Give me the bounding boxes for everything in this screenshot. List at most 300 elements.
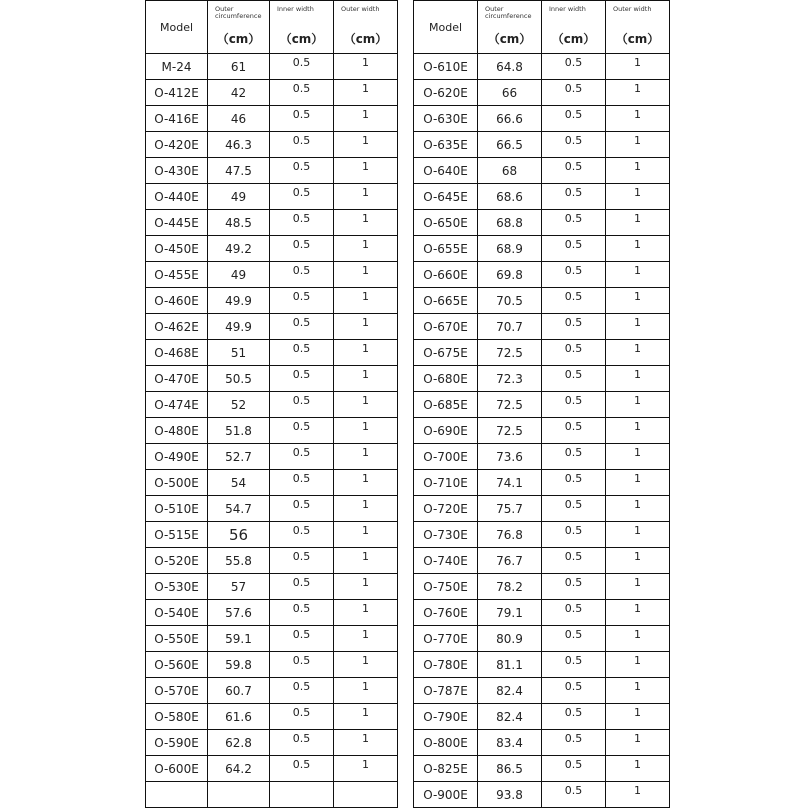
- right-table-body: [414, 54, 670, 808]
- outer-circumference-cell: 69.8: [478, 262, 542, 288]
- table-row: [414, 496, 670, 522]
- inner-width-cell: 0.5: [542, 652, 606, 678]
- inner-width-cell: 0.5: [542, 80, 606, 106]
- outer-width-cell: 1: [606, 418, 670, 444]
- table-row: [146, 756, 398, 782]
- model-cell: O-500E: [146, 470, 208, 496]
- outer-width-cell: 1: [606, 626, 670, 652]
- inner-width-cell: 0.5: [542, 262, 606, 288]
- header-unit: （cm）: [279, 32, 324, 46]
- outer-circumference-cell: 66.6: [478, 106, 542, 132]
- outer-width-cell: 1: [334, 262, 398, 288]
- table-row: [414, 730, 670, 756]
- left-table-body: [146, 54, 398, 808]
- model-cell: O-740E: [414, 548, 478, 574]
- inner-width-cell: 0.5: [270, 652, 334, 678]
- header-inner-width-label: Inner width: [549, 5, 586, 13]
- outer-width-cell: 1: [334, 158, 398, 184]
- inner-width-cell: 0.5: [542, 444, 606, 470]
- model-cell: O-430E: [146, 158, 208, 184]
- outer-width-cell: 1: [334, 288, 398, 314]
- outer-circumference-cell: 62.8: [208, 730, 270, 756]
- table-row: [414, 132, 670, 158]
- header-outer-width-label: Outer width: [613, 5, 652, 13]
- table-row: [414, 704, 670, 730]
- outer-width-cell: 1: [334, 184, 398, 210]
- outer-circumference-cell: 68.6: [478, 184, 542, 210]
- table-row: [414, 340, 670, 366]
- outer-circumference-cell: 49: [208, 262, 270, 288]
- model-cell: O-720E: [414, 496, 478, 522]
- outer-width-cell: 1: [606, 782, 670, 808]
- model-cell: O-760E: [414, 600, 478, 626]
- outer-width-cell: 1: [606, 262, 670, 288]
- outer-width-cell: 1: [334, 132, 398, 158]
- outer-circumference-cell: 46: [208, 106, 270, 132]
- model-cell: O-455E: [146, 262, 208, 288]
- table-row: [146, 392, 398, 418]
- table-row: [414, 288, 670, 314]
- inner-width-cell: 0.5: [270, 522, 334, 548]
- header-inner-width: [270, 1, 334, 54]
- inner-width-cell: 0.5: [542, 210, 606, 236]
- header-inner-width-label: Inner width: [277, 5, 314, 13]
- model-cell: [146, 782, 208, 808]
- outer-circumference-cell: 76.7: [478, 548, 542, 574]
- model-cell: O-700E: [414, 444, 478, 470]
- inner-width-cell: 0.5: [542, 366, 606, 392]
- outer-width-cell: 1: [606, 470, 670, 496]
- header-outer-circumference: [208, 1, 270, 54]
- table-row: [146, 626, 398, 652]
- inner-width-cell: 0.5: [542, 314, 606, 340]
- model-cell: O-685E: [414, 392, 478, 418]
- outer-width-cell: 1: [606, 704, 670, 730]
- outer-width-cell: 1: [606, 80, 670, 106]
- inner-width-cell: 0.5: [542, 548, 606, 574]
- outer-circumference-cell: 49.2: [208, 236, 270, 262]
- outer-circumference-cell: 50.5: [208, 366, 270, 392]
- outer-width-cell: 1: [334, 340, 398, 366]
- table-row: [146, 314, 398, 340]
- outer-circumference-cell: 66.5: [478, 132, 542, 158]
- inner-width-cell: 0.5: [270, 496, 334, 522]
- model-cell: O-440E: [146, 184, 208, 210]
- header-outer-width: [606, 1, 670, 54]
- table-row: [414, 418, 670, 444]
- inner-width-cell: 0.5: [542, 470, 606, 496]
- model-cell: O-530E: [146, 574, 208, 600]
- outer-circumference-cell: 54: [208, 470, 270, 496]
- inner-width-cell: 0.5: [270, 340, 334, 366]
- table-row: [146, 262, 398, 288]
- inner-width-cell: 0.5: [270, 158, 334, 184]
- model-cell: O-780E: [414, 652, 478, 678]
- table-row: [414, 106, 670, 132]
- table-row: [414, 678, 670, 704]
- outer-width-cell: 1: [334, 704, 398, 730]
- outer-width-cell: 1: [606, 730, 670, 756]
- outer-circumference-cell: 86.5: [478, 756, 542, 782]
- model-cell: O-420E: [146, 132, 208, 158]
- outer-circumference-cell: 49.9: [208, 288, 270, 314]
- outer-circumference-cell: 54.7: [208, 496, 270, 522]
- table-row: [146, 470, 398, 496]
- model-cell: O-470E: [146, 366, 208, 392]
- outer-width-cell: 1: [606, 600, 670, 626]
- table-row: [146, 54, 398, 80]
- table-row: [414, 236, 670, 262]
- model-cell: O-710E: [414, 470, 478, 496]
- outer-circumference-cell: 57.6: [208, 600, 270, 626]
- table-row: [146, 444, 398, 470]
- inner-width-cell: 0.5: [542, 704, 606, 730]
- outer-width-cell: 1: [334, 418, 398, 444]
- outer-width-cell: 1: [334, 730, 398, 756]
- table-row: [146, 704, 398, 730]
- header-row: [414, 1, 670, 54]
- table-row: [146, 496, 398, 522]
- outer-width-cell: 1: [334, 652, 398, 678]
- outer-circumference-cell: 60.7: [208, 678, 270, 704]
- inner-width-cell: 0.5: [542, 132, 606, 158]
- inner-width-cell: 0.5: [270, 756, 334, 782]
- table-row: [414, 314, 670, 340]
- model-cell: O-630E: [414, 106, 478, 132]
- table-row: [414, 782, 670, 808]
- model-cell: O-412E: [146, 80, 208, 106]
- model-cell: O-490E: [146, 444, 208, 470]
- inner-width-cell: 0.5: [542, 288, 606, 314]
- table-row: [414, 470, 670, 496]
- inner-width-cell: 0.5: [270, 730, 334, 756]
- model-cell: O-515E: [146, 522, 208, 548]
- model-cell: O-635E: [414, 132, 478, 158]
- outer-width-cell: [334, 782, 398, 808]
- outer-width-cell: 1: [334, 392, 398, 418]
- outer-width-cell: 1: [606, 548, 670, 574]
- outer-width-cell: 1: [606, 366, 670, 392]
- outer-circumference-cell: 49: [208, 184, 270, 210]
- table-row: [146, 678, 398, 704]
- model-cell: O-445E: [146, 210, 208, 236]
- outer-circumference-cell: 61.6: [208, 704, 270, 730]
- header-model: Model: [414, 1, 478, 54]
- model-cell: O-550E: [146, 626, 208, 652]
- inner-width-cell: 0.5: [542, 756, 606, 782]
- model-cell: O-640E: [414, 158, 478, 184]
- table-row: [414, 158, 670, 184]
- outer-circumference-cell: 70.7: [478, 314, 542, 340]
- inner-width-cell: 0.5: [542, 626, 606, 652]
- outer-circumference-cell: 73.6: [478, 444, 542, 470]
- model-cell: O-600E: [146, 756, 208, 782]
- outer-circumference-cell: 74.1: [478, 470, 542, 496]
- outer-circumference-cell: 68.8: [478, 210, 542, 236]
- model-cell: O-655E: [414, 236, 478, 262]
- header-unit: （cm）: [216, 32, 261, 46]
- outer-circumference-cell: 47.5: [208, 158, 270, 184]
- header-unit: （cm）: [551, 32, 596, 46]
- outer-circumference-cell: 52.7: [208, 444, 270, 470]
- outer-width-cell: 1: [334, 210, 398, 236]
- inner-width-cell: 0.5: [542, 418, 606, 444]
- model-cell: O-450E: [146, 236, 208, 262]
- outer-circumference-cell: 52: [208, 392, 270, 418]
- outer-circumference-cell: 72.5: [478, 392, 542, 418]
- inner-width-cell: 0.5: [270, 418, 334, 444]
- inner-width-cell: 0.5: [270, 626, 334, 652]
- model-cell: O-645E: [414, 184, 478, 210]
- model-cell: O-570E: [146, 678, 208, 704]
- inner-width-cell: 0.5: [542, 600, 606, 626]
- outer-width-cell: 1: [334, 678, 398, 704]
- table-row: [146, 132, 398, 158]
- table-row: [414, 652, 670, 678]
- table-row: [414, 522, 670, 548]
- model-cell: O-540E: [146, 600, 208, 626]
- model-cell: O-560E: [146, 652, 208, 678]
- model-cell: O-590E: [146, 730, 208, 756]
- left-size-table: [145, 0, 398, 808]
- model-cell: O-460E: [146, 288, 208, 314]
- inner-width-cell: 0.5: [542, 574, 606, 600]
- table-row: [414, 600, 670, 626]
- outer-circumference-cell: 68.9: [478, 236, 542, 262]
- model-cell: O-750E: [414, 574, 478, 600]
- outer-width-cell: 1: [334, 626, 398, 652]
- inner-width-cell: 0.5: [270, 184, 334, 210]
- outer-width-cell: 1: [606, 314, 670, 340]
- inner-width-cell: 0.5: [542, 106, 606, 132]
- outer-width-cell: 1: [606, 756, 670, 782]
- inner-width-cell: 0.5: [270, 366, 334, 392]
- outer-width-cell: 1: [334, 80, 398, 106]
- outer-circumference-cell: 48.5: [208, 210, 270, 236]
- inner-width-cell: 0.5: [270, 54, 334, 80]
- outer-circumference-cell: 56: [208, 522, 270, 548]
- outer-width-cell: 1: [606, 652, 670, 678]
- outer-width-cell: 1: [334, 236, 398, 262]
- outer-width-cell: 1: [606, 210, 670, 236]
- outer-width-cell: 1: [334, 600, 398, 626]
- outer-width-cell: 1: [606, 444, 670, 470]
- table-row: [414, 548, 670, 574]
- header-model: Model: [146, 1, 208, 54]
- outer-width-cell: 1: [606, 392, 670, 418]
- outer-circumference-cell: 66: [478, 80, 542, 106]
- outer-width-cell: 1: [606, 496, 670, 522]
- inner-width-cell: 0.5: [542, 392, 606, 418]
- outer-circumference-cell: 72.3: [478, 366, 542, 392]
- model-cell: O-620E: [414, 80, 478, 106]
- inner-width-cell: 0.5: [542, 522, 606, 548]
- outer-width-cell: 1: [606, 54, 670, 80]
- table-row: [146, 652, 398, 678]
- table-row: [414, 756, 670, 782]
- inner-width-cell: 0.5: [270, 210, 334, 236]
- outer-width-cell: 1: [606, 678, 670, 704]
- table-row: [146, 600, 398, 626]
- inner-width-cell: 0.5: [542, 496, 606, 522]
- outer-circumference-cell: 75.7: [478, 496, 542, 522]
- model-cell: O-900E: [414, 782, 478, 808]
- outer-width-cell: 1: [606, 522, 670, 548]
- table-row: [146, 418, 398, 444]
- header-unit: （cm）: [615, 32, 660, 46]
- inner-width-cell: 0.5: [270, 600, 334, 626]
- inner-width-cell: 0.5: [270, 704, 334, 730]
- inner-width-cell: 0.5: [542, 158, 606, 184]
- model-cell: O-790E: [414, 704, 478, 730]
- outer-width-cell: 1: [606, 132, 670, 158]
- model-cell: M-24: [146, 54, 208, 80]
- outer-width-cell: 1: [334, 106, 398, 132]
- outer-circumference-cell: 81.1: [478, 652, 542, 678]
- outer-width-cell: 1: [334, 366, 398, 392]
- inner-width-cell: 0.5: [542, 340, 606, 366]
- header-row: [146, 1, 398, 54]
- outer-width-cell: 1: [334, 496, 398, 522]
- outer-circumference-cell: 82.4: [478, 704, 542, 730]
- inner-width-cell: 0.5: [542, 782, 606, 808]
- model-cell: O-675E: [414, 340, 478, 366]
- outer-width-cell: 1: [334, 314, 398, 340]
- inner-width-cell: 0.5: [270, 132, 334, 158]
- inner-width-cell: 0.5: [270, 678, 334, 704]
- outer-width-cell: 1: [606, 158, 670, 184]
- table-row: [146, 782, 398, 808]
- outer-circumference-cell: 51: [208, 340, 270, 366]
- table-row: [414, 574, 670, 600]
- inner-width-cell: 0.5: [542, 730, 606, 756]
- table-row: [146, 366, 398, 392]
- header-unit: （cm）: [343, 32, 388, 46]
- model-cell: O-670E: [414, 314, 478, 340]
- outer-circumference-cell: 68: [478, 158, 542, 184]
- inner-width-cell: 0.5: [270, 470, 334, 496]
- inner-width-cell: 0.5: [270, 314, 334, 340]
- outer-circumference-cell: 78.2: [478, 574, 542, 600]
- outer-circumference-cell: 55.8: [208, 548, 270, 574]
- outer-width-cell: 1: [334, 522, 398, 548]
- model-cell: O-610E: [414, 54, 478, 80]
- table-row: [146, 80, 398, 106]
- table-row: [146, 548, 398, 574]
- outer-circumference-cell: 57: [208, 574, 270, 600]
- outer-width-cell: 1: [606, 106, 670, 132]
- outer-circumference-cell: 83.4: [478, 730, 542, 756]
- outer-circumference-cell: 82.4: [478, 678, 542, 704]
- outer-circumference-cell: 42: [208, 80, 270, 106]
- header-inner-width: [542, 1, 606, 54]
- outer-width-cell: 1: [606, 184, 670, 210]
- model-cell: O-580E: [146, 704, 208, 730]
- table-row: [146, 340, 398, 366]
- inner-width-cell: 0.5: [542, 678, 606, 704]
- model-cell: O-462E: [146, 314, 208, 340]
- outer-width-cell: 1: [334, 548, 398, 574]
- header-outer-width: [334, 1, 398, 54]
- outer-circumference-cell: 61: [208, 54, 270, 80]
- outer-circumference-cell: 93.8: [478, 782, 542, 808]
- inner-width-cell: 0.5: [270, 106, 334, 132]
- inner-width-cell: 0.5: [270, 444, 334, 470]
- model-cell: O-474E: [146, 392, 208, 418]
- model-cell: O-825E: [414, 756, 478, 782]
- table-row: [414, 54, 670, 80]
- model-cell: O-660E: [414, 262, 478, 288]
- table-row: [414, 184, 670, 210]
- header-outer-circumference-label: Outer circumference: [215, 5, 262, 20]
- table-row: [146, 574, 398, 600]
- model-cell: O-690E: [414, 418, 478, 444]
- table-row: [146, 158, 398, 184]
- outer-circumference-cell: 76.8: [478, 522, 542, 548]
- model-cell: O-665E: [414, 288, 478, 314]
- table-row: [414, 262, 670, 288]
- outer-circumference-cell: 72.5: [478, 340, 542, 366]
- outer-width-cell: 1: [334, 574, 398, 600]
- outer-circumference-cell: 51.8: [208, 418, 270, 444]
- outer-circumference-cell: 70.5: [478, 288, 542, 314]
- outer-width-cell: 1: [334, 444, 398, 470]
- inner-width-cell: 0.5: [270, 574, 334, 600]
- outer-width-cell: 1: [606, 288, 670, 314]
- table-row: [414, 444, 670, 470]
- model-cell: O-510E: [146, 496, 208, 522]
- outer-width-cell: 1: [606, 340, 670, 366]
- model-cell: O-770E: [414, 626, 478, 652]
- model-cell: O-787E: [414, 678, 478, 704]
- outer-circumference-cell: 64.2: [208, 756, 270, 782]
- model-cell: O-468E: [146, 340, 208, 366]
- model-cell: O-416E: [146, 106, 208, 132]
- table-row: [146, 184, 398, 210]
- outer-circumference-cell: 64.8: [478, 54, 542, 80]
- table-row: [146, 106, 398, 132]
- header-outer-width-label: Outer width: [341, 5, 380, 13]
- outer-circumference-cell: 80.9: [478, 626, 542, 652]
- outer-width-cell: 1: [334, 756, 398, 782]
- inner-width-cell: 0.5: [270, 80, 334, 106]
- outer-circumference-cell: 59.8: [208, 652, 270, 678]
- outer-width-cell: 1: [606, 574, 670, 600]
- inner-width-cell: 0.5: [270, 392, 334, 418]
- table-row: [146, 730, 398, 756]
- table-row: [414, 626, 670, 652]
- model-cell: O-730E: [414, 522, 478, 548]
- table-row: [414, 366, 670, 392]
- table-row: [146, 522, 398, 548]
- table-row: [146, 210, 398, 236]
- inner-width-cell: 0.5: [270, 548, 334, 574]
- table-row: [414, 210, 670, 236]
- table-row: [414, 80, 670, 106]
- outer-circumference-cell: 79.1: [478, 600, 542, 626]
- model-cell: O-480E: [146, 418, 208, 444]
- header-unit: （cm）: [487, 32, 532, 46]
- table-row: [146, 288, 398, 314]
- inner-width-cell: 0.5: [542, 184, 606, 210]
- right-size-table: [413, 0, 670, 808]
- outer-circumference-cell: [208, 782, 270, 808]
- table-row: [146, 236, 398, 262]
- inner-width-cell: 0.5: [270, 288, 334, 314]
- outer-width-cell: 1: [334, 54, 398, 80]
- inner-width-cell: 0.5: [270, 262, 334, 288]
- outer-width-cell: 1: [334, 470, 398, 496]
